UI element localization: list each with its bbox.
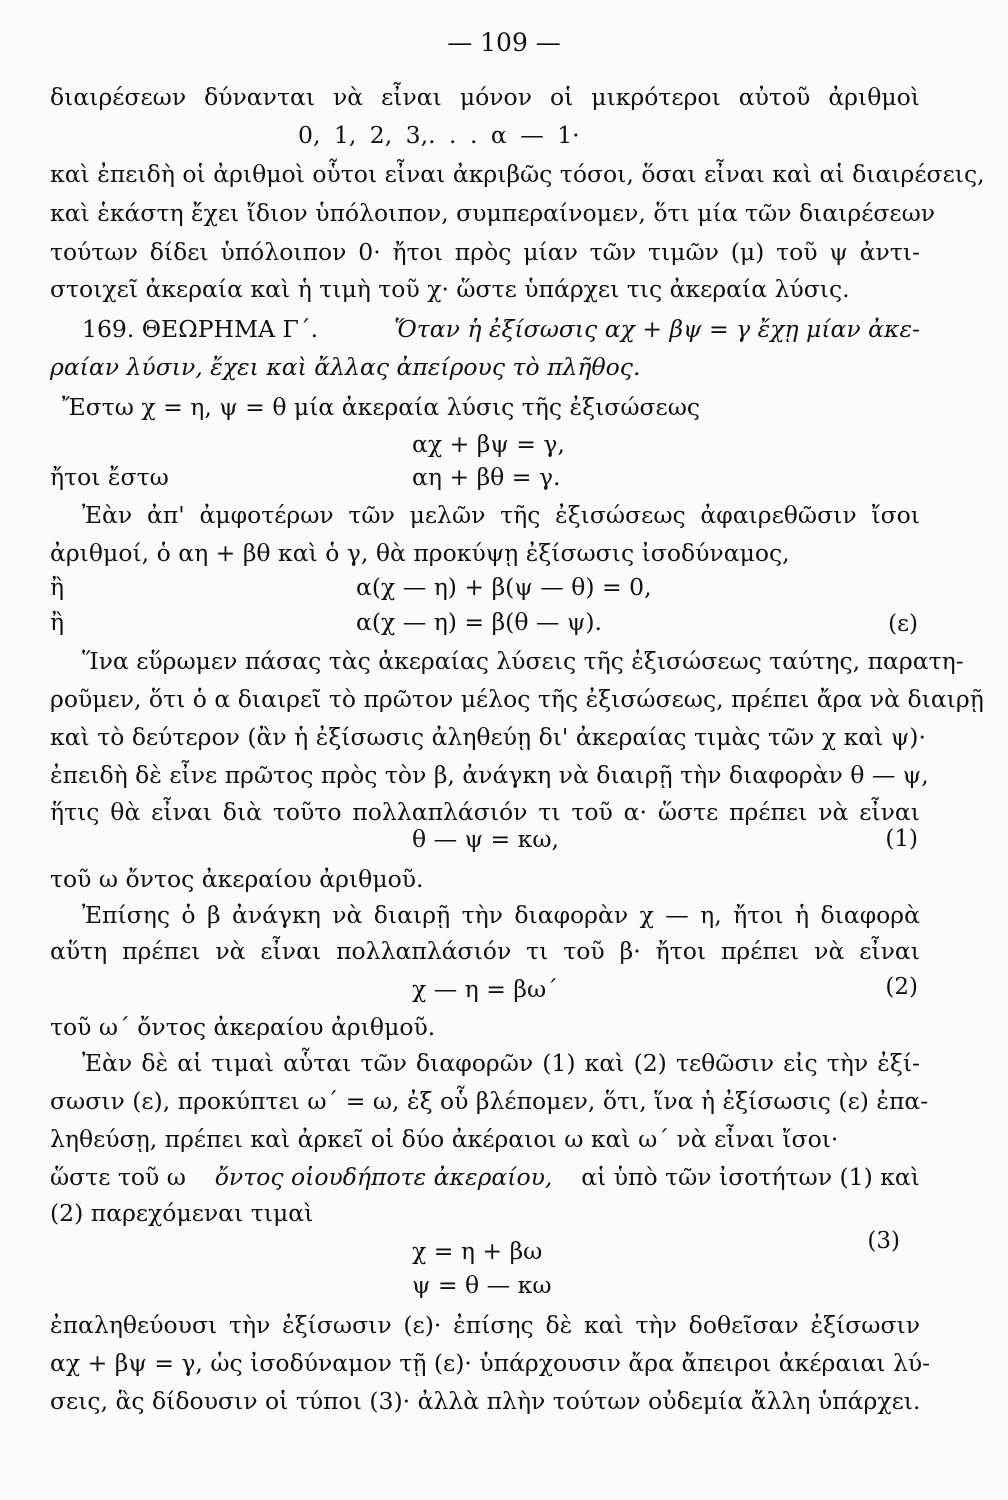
equation-tag: (2)	[885, 974, 918, 1000]
text-line: διαιρέσεων δύνανται νὰ εἶναι μόνον οἱ μικρότεροι αὐτοῦ ἀριθμοὶ	[50, 83, 920, 111]
text-line: Ἔστω χ = η, ψ = θ μία ἀκεραία λύσις τῆς ἐξισώσεως	[62, 393, 701, 421]
text-line: ληθεύσῃ, πρέπει καὶ ἀρκεῖ οἱ δύο ἀκέραιοι ω καὶ ω΄ νὰ εἶναι ἴσοι·	[50, 1125, 839, 1153]
text-line: ἐπειδὴ δὲ εἶνε πρῶτος πρὸς τὸν β, ἀνάγκη νὰ διαιρῇ τὴν διαφορὰν θ — ψ,	[50, 761, 929, 789]
text-line: ἀριθμοί, ὁ αη + βθ καὶ ὁ γ, θὰ προκύψῃ ἐξίσωσις ἰσοδύναμος,	[50, 539, 790, 567]
text-line: καὶ τὸ δεύτερον (ἂν ἡ ἐξίσωσις ἀληθεύῃ δι' ἀκεραίας τιμὰς τῶν χ καὶ ψ)·	[50, 723, 926, 751]
text-line: σεις, ἃς δίδουσιν οἱ τύποι (3)· ἀλλὰ πλὴν τούτων οὐδεμία ἄλλη ὑπάρχει.	[50, 1387, 921, 1415]
theorem-label: 169. ΘΕΩΡΗΜΑ Γ΄.	[82, 315, 319, 343]
text-line: ἐπαληθεύουσι τὴν ἐξίσωσιν (ε)· ἐπίσης δὲ καὶ τὴν δοθεῖσαν ἐξίσωσιν	[50, 1311, 920, 1339]
text-line: καὶ ἐπειδὴ οἱ ἀριθμοὶ οὗτοι εἶναι ἀκριβῶς τόσοι, ὅσαι εἶναι καὶ αἱ διαιρέσεις,	[50, 160, 985, 188]
equation: α(χ — η) + β(ψ — θ) = 0,	[356, 573, 652, 601]
equation: ψ = θ — κω	[412, 1271, 552, 1299]
page-number: — 109 —	[447, 28, 561, 57]
text-line: σωσιν (ε), προκύπτει ω΄ = ω, ἐξ οὗ βλέπομεν, ὅτι, ἵνα ἡ ἐξίσωσις (ε) ἐπα-	[50, 1087, 929, 1115]
equation: χ — η = βω΄	[412, 975, 558, 1003]
text-line: ἢ	[50, 573, 65, 601]
text-line: ἤτοι ἔστω	[50, 463, 169, 491]
text-line: Ἐπίσης ὁ β ἀνάγκη νὰ διαιρῇ τὴν διαφορὰν χ — η, ἤτοι ἡ διαφορὰ	[82, 901, 920, 929]
sequence-line: 0, 1, 2, 3,. . . α — 1·	[298, 121, 580, 149]
text-line: ὥστε τοῦ ω	[50, 1163, 186, 1191]
text-line: αχ + βψ = γ, ὡς ἰσοδύναμον τῇ (ε)· ὑπάρχουσιν ἄρα ἄπειροι ἀκέραιαι λύ-	[50, 1349, 931, 1377]
text-line: τοῦ ω ὄντος ἀκεραίου ἀριθμοῦ.	[50, 865, 424, 893]
equation-tag: (1)	[885, 826, 918, 852]
equation: θ — ψ = κω,	[412, 825, 559, 853]
text-line: αἱ ὑπὸ τῶν ἰσοτήτων (1) καὶ	[581, 1163, 920, 1191]
text-line: Ἐὰν ἀπ' ἀμφοτέρων τῶν μελῶν τῆς ἐξισώσεως ἀφαιρεθῶσιν ἴσοι	[82, 501, 920, 529]
text-line: αὕτη πρέπει νὰ εἶναι πολλαπλάσιόν τι τοῦ β· ἤτοι πρέπει νὰ εἶναι	[50, 937, 920, 965]
text-line: καὶ ἑκάστη ἔχει ἴδιον ὑπόλοιπον, συμπεραίνομεν, ὅτι μία τῶν διαιρέσεων	[50, 199, 936, 227]
equation: αη + βθ = γ.	[412, 463, 561, 491]
equation: αχ + βψ = γ,	[412, 430, 565, 458]
text-line: στοιχεῖ ἀκεραία καὶ ἡ τιμὴ τοῦ χ· ὥστε ὑπάρχει τις ἀκεραία λύσις.	[50, 275, 850, 303]
theorem-statement: Ὅταν ἡ ἐξίσωσις αχ + βψ = γ ἔχῃ μίαν ἀκε-	[394, 315, 920, 343]
equation-tag: (ε)	[888, 611, 918, 637]
equation: α(χ — η) = β(θ — ψ).	[356, 608, 603, 636]
text-line: ἥτις θὰ εἶναι διὰ τοῦτο πολλαπλάσιόν τι τοῦ α· ὥστε πρέπει νὰ εἶναι	[50, 798, 920, 826]
text-line: τούτων δίδει ὑπόλοιπον 0· ἤτοι πρὸς μίαν τῶν τιμῶν (μ) τοῦ ψ ἀντι-	[50, 238, 920, 266]
equation: χ = η + βω	[412, 1237, 543, 1265]
text-line: Ἵνα εὕρωμεν πάσας τὰς ἀκεραίας λύσεις τῆς ἐξισώσεως ταύτης, παρατη-	[82, 647, 964, 675]
text-line: ἢ	[50, 608, 65, 636]
text-line: ὄντος οἱουδήποτε ἀκεραίου,	[214, 1163, 553, 1191]
theorem-statement: ραίαν λύσιν, ἔχει καὶ ἄλλας ἀπείρους τὸ πλῆθος.	[50, 353, 641, 381]
text-line: ροῦμεν, ὅτι ὁ α διαιρεῖ τὸ πρῶτον μέλος τῆς ἐξισώσεως, πρέπει ἄρα νὰ διαιρῇ	[50, 685, 984, 713]
equation-tag: (3)	[867, 1228, 900, 1254]
text-line: (2) παρεχόμεναι τιμαὶ	[50, 1199, 314, 1227]
text-line: Ἐὰν δὲ αἱ τιμαὶ αὗται τῶν διαφορῶν (1) καὶ (2) τεθῶσιν εἰς τὴν ἐξί-	[82, 1049, 920, 1077]
text-line: τοῦ ω΄ ὄντος ἀκεραίου ἀριθμοῦ.	[50, 1013, 436, 1041]
